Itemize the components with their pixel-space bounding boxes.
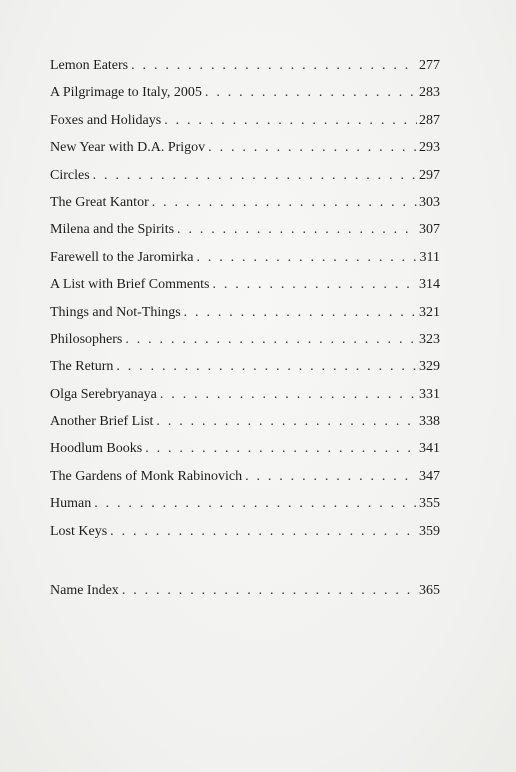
dot-leader (125, 326, 417, 353)
toc-entry (50, 408, 440, 435)
toc-entry-title: Foxes and Holidays (50, 112, 162, 128)
toc-entry-page: 307 (419, 222, 440, 238)
toc-entry-title: Lost Keys (50, 523, 108, 539)
dot-leader (184, 299, 417, 326)
table-of-contents (50, 52, 440, 545)
toc-entry-title: Olga Serebryanaya (50, 386, 157, 402)
toc-entry-page: 323 (419, 331, 440, 347)
toc-entry (50, 490, 440, 517)
toc-entry-page: 329 (419, 359, 440, 375)
toc-entry-page: 314 (419, 277, 440, 293)
dot-leader (164, 107, 417, 134)
toc-entry-title: Hoodlum Books (50, 441, 143, 457)
toc-entry-title: Milena and the Spirits (50, 222, 175, 238)
toc-entry-title: Human (50, 496, 92, 512)
toc-entry (50, 79, 440, 106)
toc-entry (50, 189, 440, 216)
dot-leader (110, 518, 417, 545)
toc-entry-title: Philosophers (50, 331, 123, 347)
toc-entry-title: The Great Kantor (50, 194, 149, 210)
dot-leader (145, 435, 417, 462)
name-index-page: 365 (419, 583, 440, 598)
toc-entry-page: 355 (419, 496, 440, 512)
toc-entry-title: The Gardens of Monk Rabinovich (50, 468, 243, 484)
dot-leader (93, 162, 417, 189)
toc-entry (50, 326, 440, 353)
toc-entry-title: Lemon Eaters (50, 58, 129, 73)
toc-entry (50, 244, 440, 271)
toc-entry-page: 347 (419, 468, 440, 484)
toc-entry (50, 216, 440, 243)
dot-leader (152, 189, 417, 216)
toc-entry-title: A Pilgrimage to Italy, 2005 (50, 85, 202, 101)
dot-leader (131, 52, 417, 79)
toc-entry-page: 277 (419, 58, 440, 73)
name-index-entry (50, 577, 440, 604)
toc-entry (50, 463, 440, 490)
dot-leader (208, 134, 417, 161)
toc-entry-title: New Year with D.A. Prigov (50, 140, 206, 156)
toc-entry-page: 293 (419, 140, 440, 156)
toc-entry (50, 353, 440, 380)
toc-entry (50, 134, 440, 161)
dot-leader (177, 216, 417, 243)
toc-entry (50, 271, 440, 298)
toc-entry-page: 359 (419, 523, 440, 539)
dot-leader (94, 490, 417, 517)
toc-entry-page: 303 (419, 194, 440, 210)
toc-entry (50, 162, 440, 189)
toc-entry (50, 518, 440, 545)
toc-entry (50, 299, 440, 326)
dot-leader (116, 353, 417, 380)
toc-entry-title: The Return (50, 359, 114, 375)
toc-entry-title: A List with Brief Comments (50, 277, 210, 293)
dot-leader (156, 408, 417, 435)
toc-entry-page: 331 (419, 386, 440, 402)
toc-entry-title: Farewell to the Jaromirka (50, 249, 194, 265)
toc-entry (50, 435, 440, 462)
toc-entry-title: Things and Not-Things (50, 304, 181, 320)
dot-leader (122, 577, 417, 604)
dot-leader (245, 463, 417, 490)
toc-entry-page: 283 (419, 85, 440, 101)
dot-leader (160, 381, 417, 408)
toc-entry-page: 341 (419, 441, 440, 457)
toc-entry-page: 297 (419, 167, 440, 183)
toc-entry-title: Another Brief List (50, 414, 154, 430)
toc-entry-page: 287 (419, 112, 440, 128)
name-index-title: Name Index (50, 583, 119, 598)
dot-leader (205, 79, 417, 106)
toc-entry (50, 381, 440, 408)
toc-entry (50, 52, 440, 79)
toc-entry-page: 321 (419, 304, 440, 320)
toc-entry-page: 311 (419, 249, 440, 265)
dot-leader (196, 244, 417, 271)
toc-entry-title: Circles (50, 167, 90, 183)
dot-leader (212, 271, 417, 298)
toc-entry (50, 107, 440, 134)
toc-entry-page: 338 (419, 414, 440, 430)
